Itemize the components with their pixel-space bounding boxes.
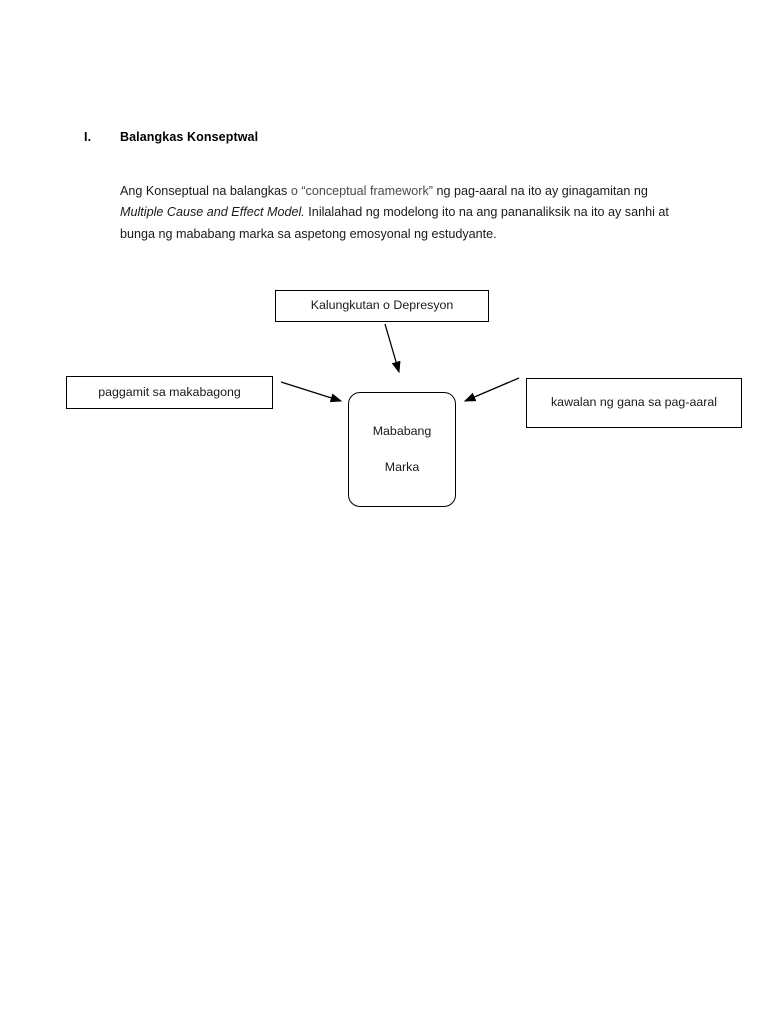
conceptual-framework-diagram xyxy=(0,270,768,530)
diagram-node-kawalan-ng-gana xyxy=(526,378,742,428)
section-numeral: I. xyxy=(84,130,92,144)
diagram-node-mababang-marka-line1: Mababang xyxy=(372,424,432,439)
diagram-node-mababang-marka xyxy=(348,392,456,507)
diagram-node-kawalan-ng-gana-label: kawalan ng gana sa pag-aaral xyxy=(550,395,717,410)
paragraph-quoted-term: o “conceptual framework” xyxy=(290,183,433,198)
diagram-node-depresyon-label: Kalungkutan o Depresyon xyxy=(310,298,454,313)
diagram-node-paggamit-label: paggamit sa makabagong xyxy=(98,384,241,399)
diagram-node-depresyon xyxy=(275,290,489,322)
diagram-node-paggamit xyxy=(66,376,273,409)
paragraph-part-2: ng pag-aaral na ito ay ginagamitan ng xyxy=(432,183,648,198)
body-paragraph xyxy=(120,181,676,246)
section-heading xyxy=(84,130,684,144)
diagram-node-mababang-marka-line2: Marka xyxy=(384,459,420,474)
paragraph-part-3: Inilalahad ng modelong ito na ang pananaliksik na ito ay sanhi at bunga ng mababang marka sa aspetong emosyonal ng estudyante. xyxy=(120,205,669,241)
paragraph-part-1: Ang Konseptual na balangkas xyxy=(120,183,291,198)
paragraph-model-name: Multiple Cause and Effect Model. xyxy=(120,205,305,220)
section-title: Balangkas Konseptwal xyxy=(120,130,259,144)
